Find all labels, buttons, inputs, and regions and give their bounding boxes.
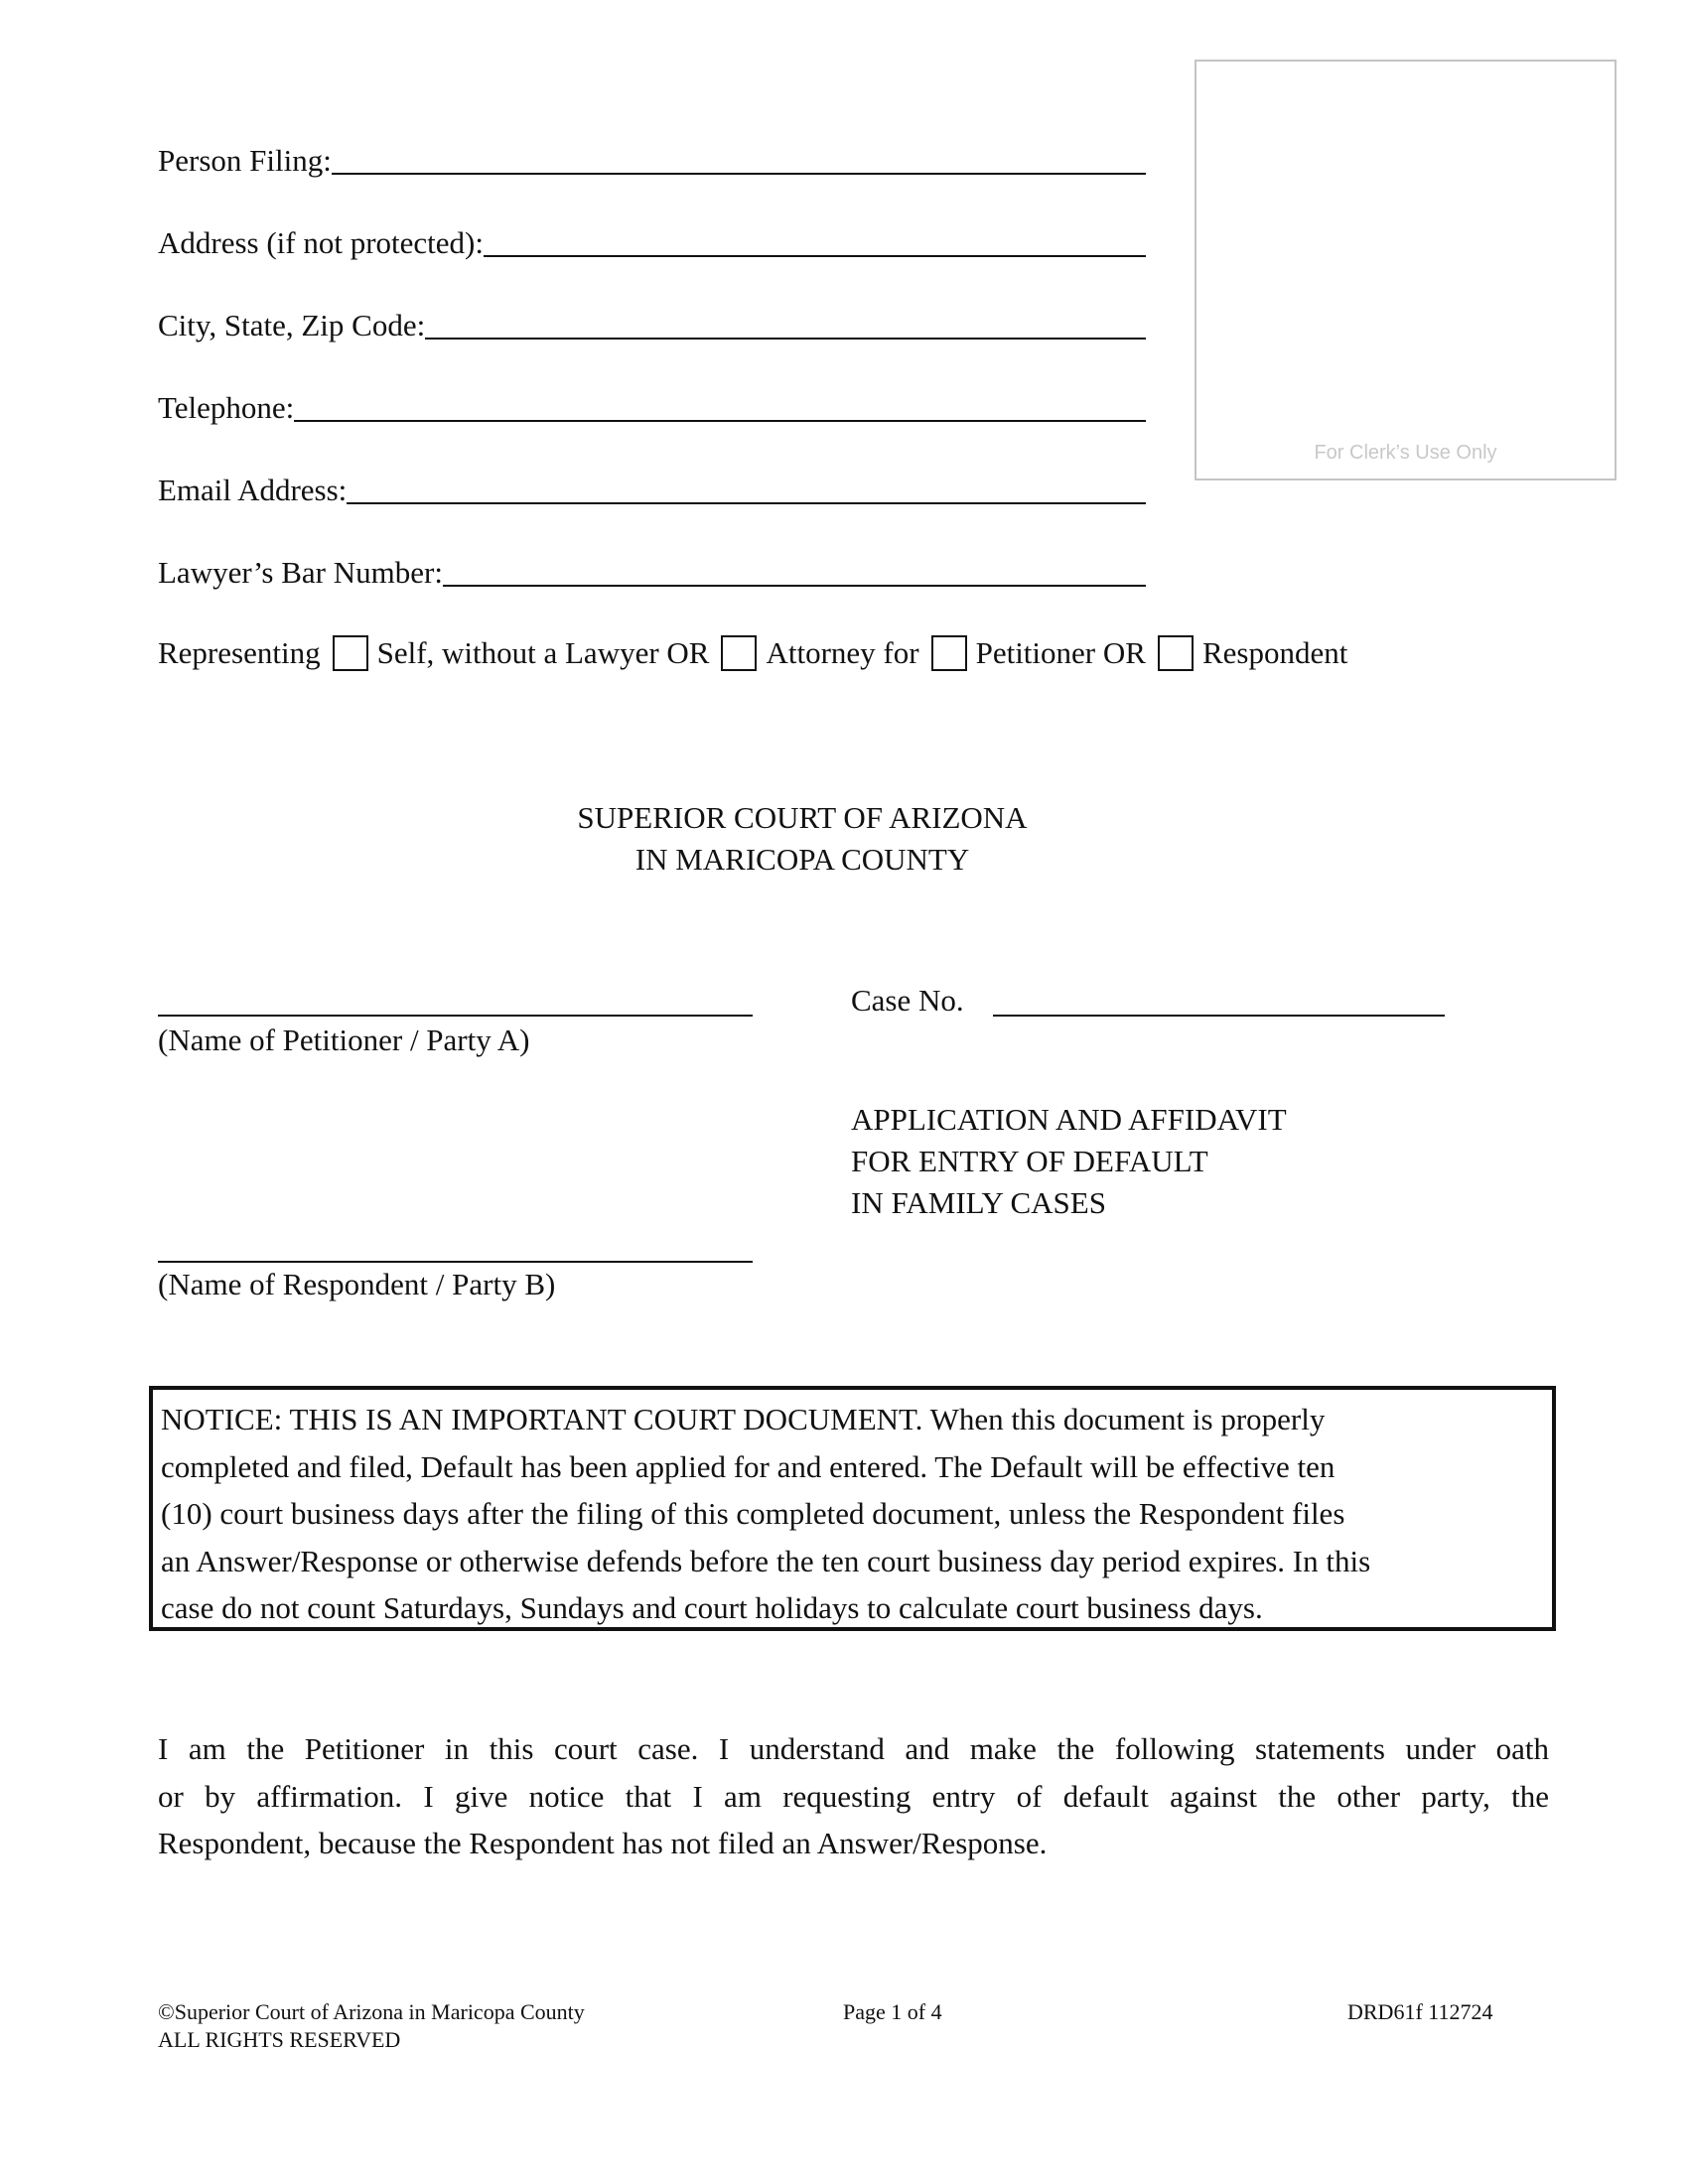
statement-line: I am the Petitioner in this court case. I understand and make the following statements under oath bbox=[158, 1731, 1549, 1766]
footer-form-code: DRD61f 112724 bbox=[1347, 1999, 1493, 2024]
city-state-zip-field bbox=[158, 296, 1146, 341]
person-filing-field bbox=[158, 131, 1146, 177]
petitioner-checkbox[interactable] bbox=[931, 635, 967, 671]
respondent-option-label: Respondent bbox=[1201, 635, 1348, 670]
court-name: SUPERIOR COURT OF ARIZONA bbox=[577, 800, 1028, 835]
bar-number-field bbox=[158, 543, 1146, 589]
footer-page-number: Page 1 of 4 bbox=[843, 1999, 942, 2024]
person-filing-input[interactable] bbox=[332, 143, 1146, 175]
respondent-caption: (Name of Respondent / Party B) bbox=[158, 1267, 556, 1301]
case-number-label: Case No. bbox=[851, 983, 964, 1018]
address-input[interactable] bbox=[484, 225, 1146, 257]
statement-line: Respondent, because the Respondent has not filed an Answer/Response. bbox=[158, 1826, 1048, 1860]
statement-line: or by affirmation. I give notice that I am requesting entry of default against the other party, the bbox=[158, 1778, 1549, 1814]
city-state-zip-input[interactable] bbox=[425, 308, 1146, 340]
case-number-input[interactable] bbox=[993, 985, 1445, 1017]
representing-row bbox=[158, 631, 1347, 675]
self-option-label: Self, without a Lawyer OR bbox=[376, 635, 710, 670]
telephone-input[interactable] bbox=[294, 390, 1146, 422]
respondent-checkbox[interactable] bbox=[1158, 635, 1194, 671]
notice-line: case do not count Saturdays, Sundays and court holidays to calculate court business days. bbox=[161, 1590, 1263, 1625]
telephone-label: Telephone: bbox=[158, 390, 295, 425]
attorney-checkbox[interactable] bbox=[721, 635, 757, 671]
address-label: Address (if not protected): bbox=[158, 225, 484, 260]
footer-rights: ALL RIGHTS RESERVED bbox=[158, 2027, 401, 2052]
notice-box bbox=[149, 1386, 1556, 1631]
petitioner-statement bbox=[158, 1725, 1549, 1867]
clerk-use-label: For Clerk’s Use Only bbox=[1314, 442, 1497, 464]
attorney-option-label: Attorney for bbox=[766, 635, 919, 670]
notice-line: (10) court business days after the filing of this completed document, unless the Respondent files bbox=[161, 1496, 1345, 1531]
petitioner-option-label: Petitioner OR bbox=[975, 635, 1146, 670]
bar-number-input[interactable] bbox=[443, 555, 1146, 587]
city-state-zip-label: City, State, Zip Code: bbox=[158, 308, 426, 342]
document-title-line2: FOR ENTRY OF DEFAULT bbox=[851, 1144, 1208, 1178]
document-title-line1: APPLICATION AND AFFIDAVIT bbox=[851, 1102, 1287, 1137]
court-county: IN MARICOPA COUNTY bbox=[634, 842, 970, 877]
petitioner-caption: (Name of Petitioner / Party A) bbox=[158, 1023, 530, 1057]
email-field bbox=[158, 461, 1146, 506]
telephone-field bbox=[158, 378, 1146, 424]
email-input[interactable] bbox=[347, 473, 1146, 504]
bar-number-label: Lawyer’s Bar Number: bbox=[158, 555, 443, 590]
footer-copyright: ©Superior Court of Arizona in Maricopa County bbox=[158, 1999, 585, 2024]
respondent-name-input[interactable] bbox=[158, 1229, 753, 1263]
notice-line: completed and filed, Default has been applied for and entered. The Default will be effective ten bbox=[161, 1448, 1336, 1484]
clerk-use-box bbox=[1195, 60, 1617, 480]
email-label: Email Address: bbox=[158, 473, 348, 507]
document-title-line3: IN FAMILY CASES bbox=[851, 1185, 1106, 1220]
self-checkbox[interactable] bbox=[333, 635, 368, 671]
notice-line: NOTICE: THIS IS AN IMPORTANT COURT DOCUMENT. When this document is properly bbox=[161, 1402, 1326, 1436]
person-filing-label: Person Filing: bbox=[158, 143, 332, 178]
address-field bbox=[158, 213, 1146, 259]
notice-line: an Answer/Response or otherwise defends before the ten court business day period expires. In this bbox=[161, 1543, 1371, 1578]
petitioner-name-input[interactable] bbox=[158, 983, 753, 1017]
representing-label: Representing bbox=[158, 635, 321, 670]
